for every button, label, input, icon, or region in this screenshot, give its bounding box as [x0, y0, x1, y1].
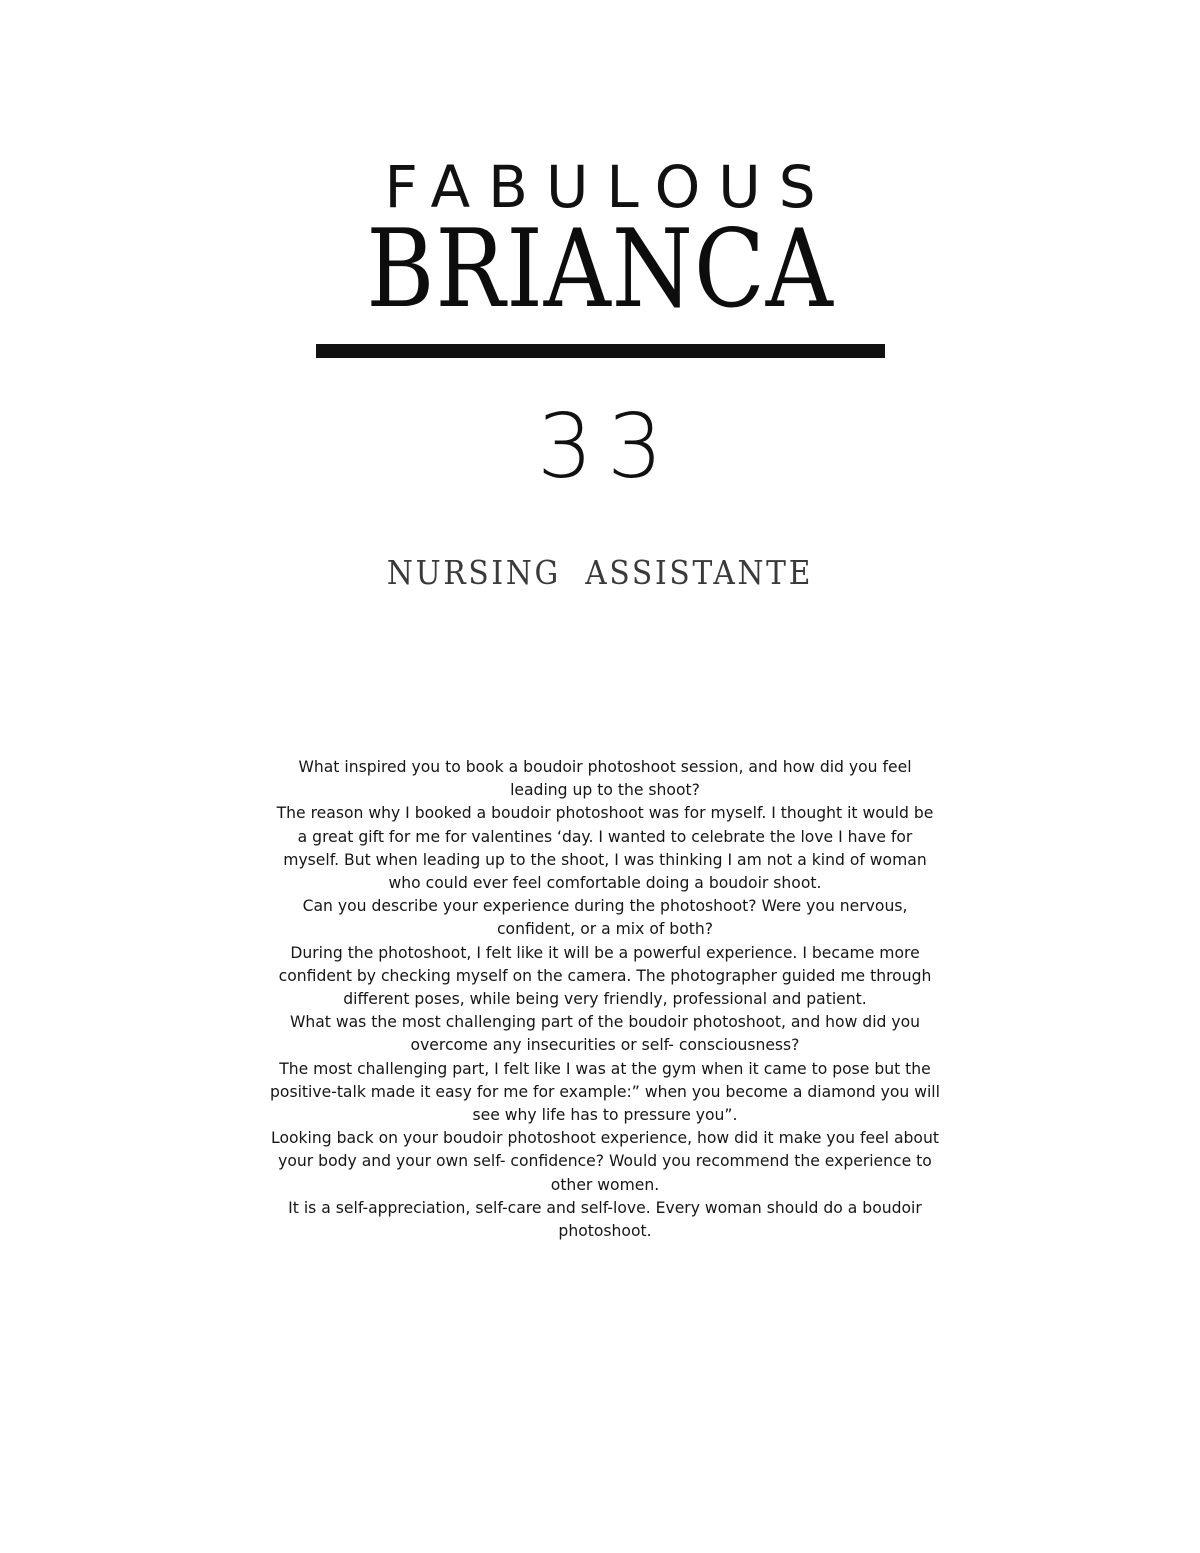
- interview-answer-1: The reason why I booked a boudoir photoshoot was for myself. I thought it would be a great gift for me for valentines ‘day. I wanted to celebrate the love I have for myself. But when leading up to the shoot, I was thinking I am not a kind of woman who could ever feel comfortable doing a boudoir shoot.: [276, 804, 934, 893]
- profile-name: BRIANCA: [366, 207, 834, 332]
- interview-question-2: Can you describe your experience during the photoshoot? Were you nervous, confident, or a mix of both?: [302, 897, 908, 939]
- interview-answer-3: The most challenging part, I felt like I was at the gym when it came to pose but the positive-talk made it easy for me for example:” when you become a diamond you will see why life has to pressure you”.: [270, 1059, 940, 1125]
- interview-question-1: What inspired you to book a boudoir photoshoot session, and how did you feel leading up to the shoot?: [298, 758, 912, 800]
- profile-age: 33: [537, 395, 677, 498]
- divider-bar: [316, 344, 885, 358]
- kicker-title: FABULOUS: [384, 153, 834, 221]
- profile-occupation: NURSING ASSISTANTE: [386, 553, 814, 592]
- interview-text: [270, 756, 940, 1243]
- interview-answer-2: During the photoshoot, I felt like it will be a powerful experience. I became more confident by checking myself on the camera. The photographer guided me through different poses, while being very friendly, professional and patient.: [278, 943, 932, 1009]
- interview-question-3: What was the most challenging part of the boudoir photoshoot, and how did you overcome any insecurities or self- consciousness?: [289, 1013, 921, 1055]
- interview-question-4: Looking back on your boudoir photoshoot experience, how did it make you feel about your body and your own self- confidence? Would you recommend the experience to other women.: [271, 1129, 939, 1194]
- interview-answer-4: It is a self-appreciation, self-care and self-love. Every woman should do a boudoir photoshoot.: [288, 1198, 922, 1241]
